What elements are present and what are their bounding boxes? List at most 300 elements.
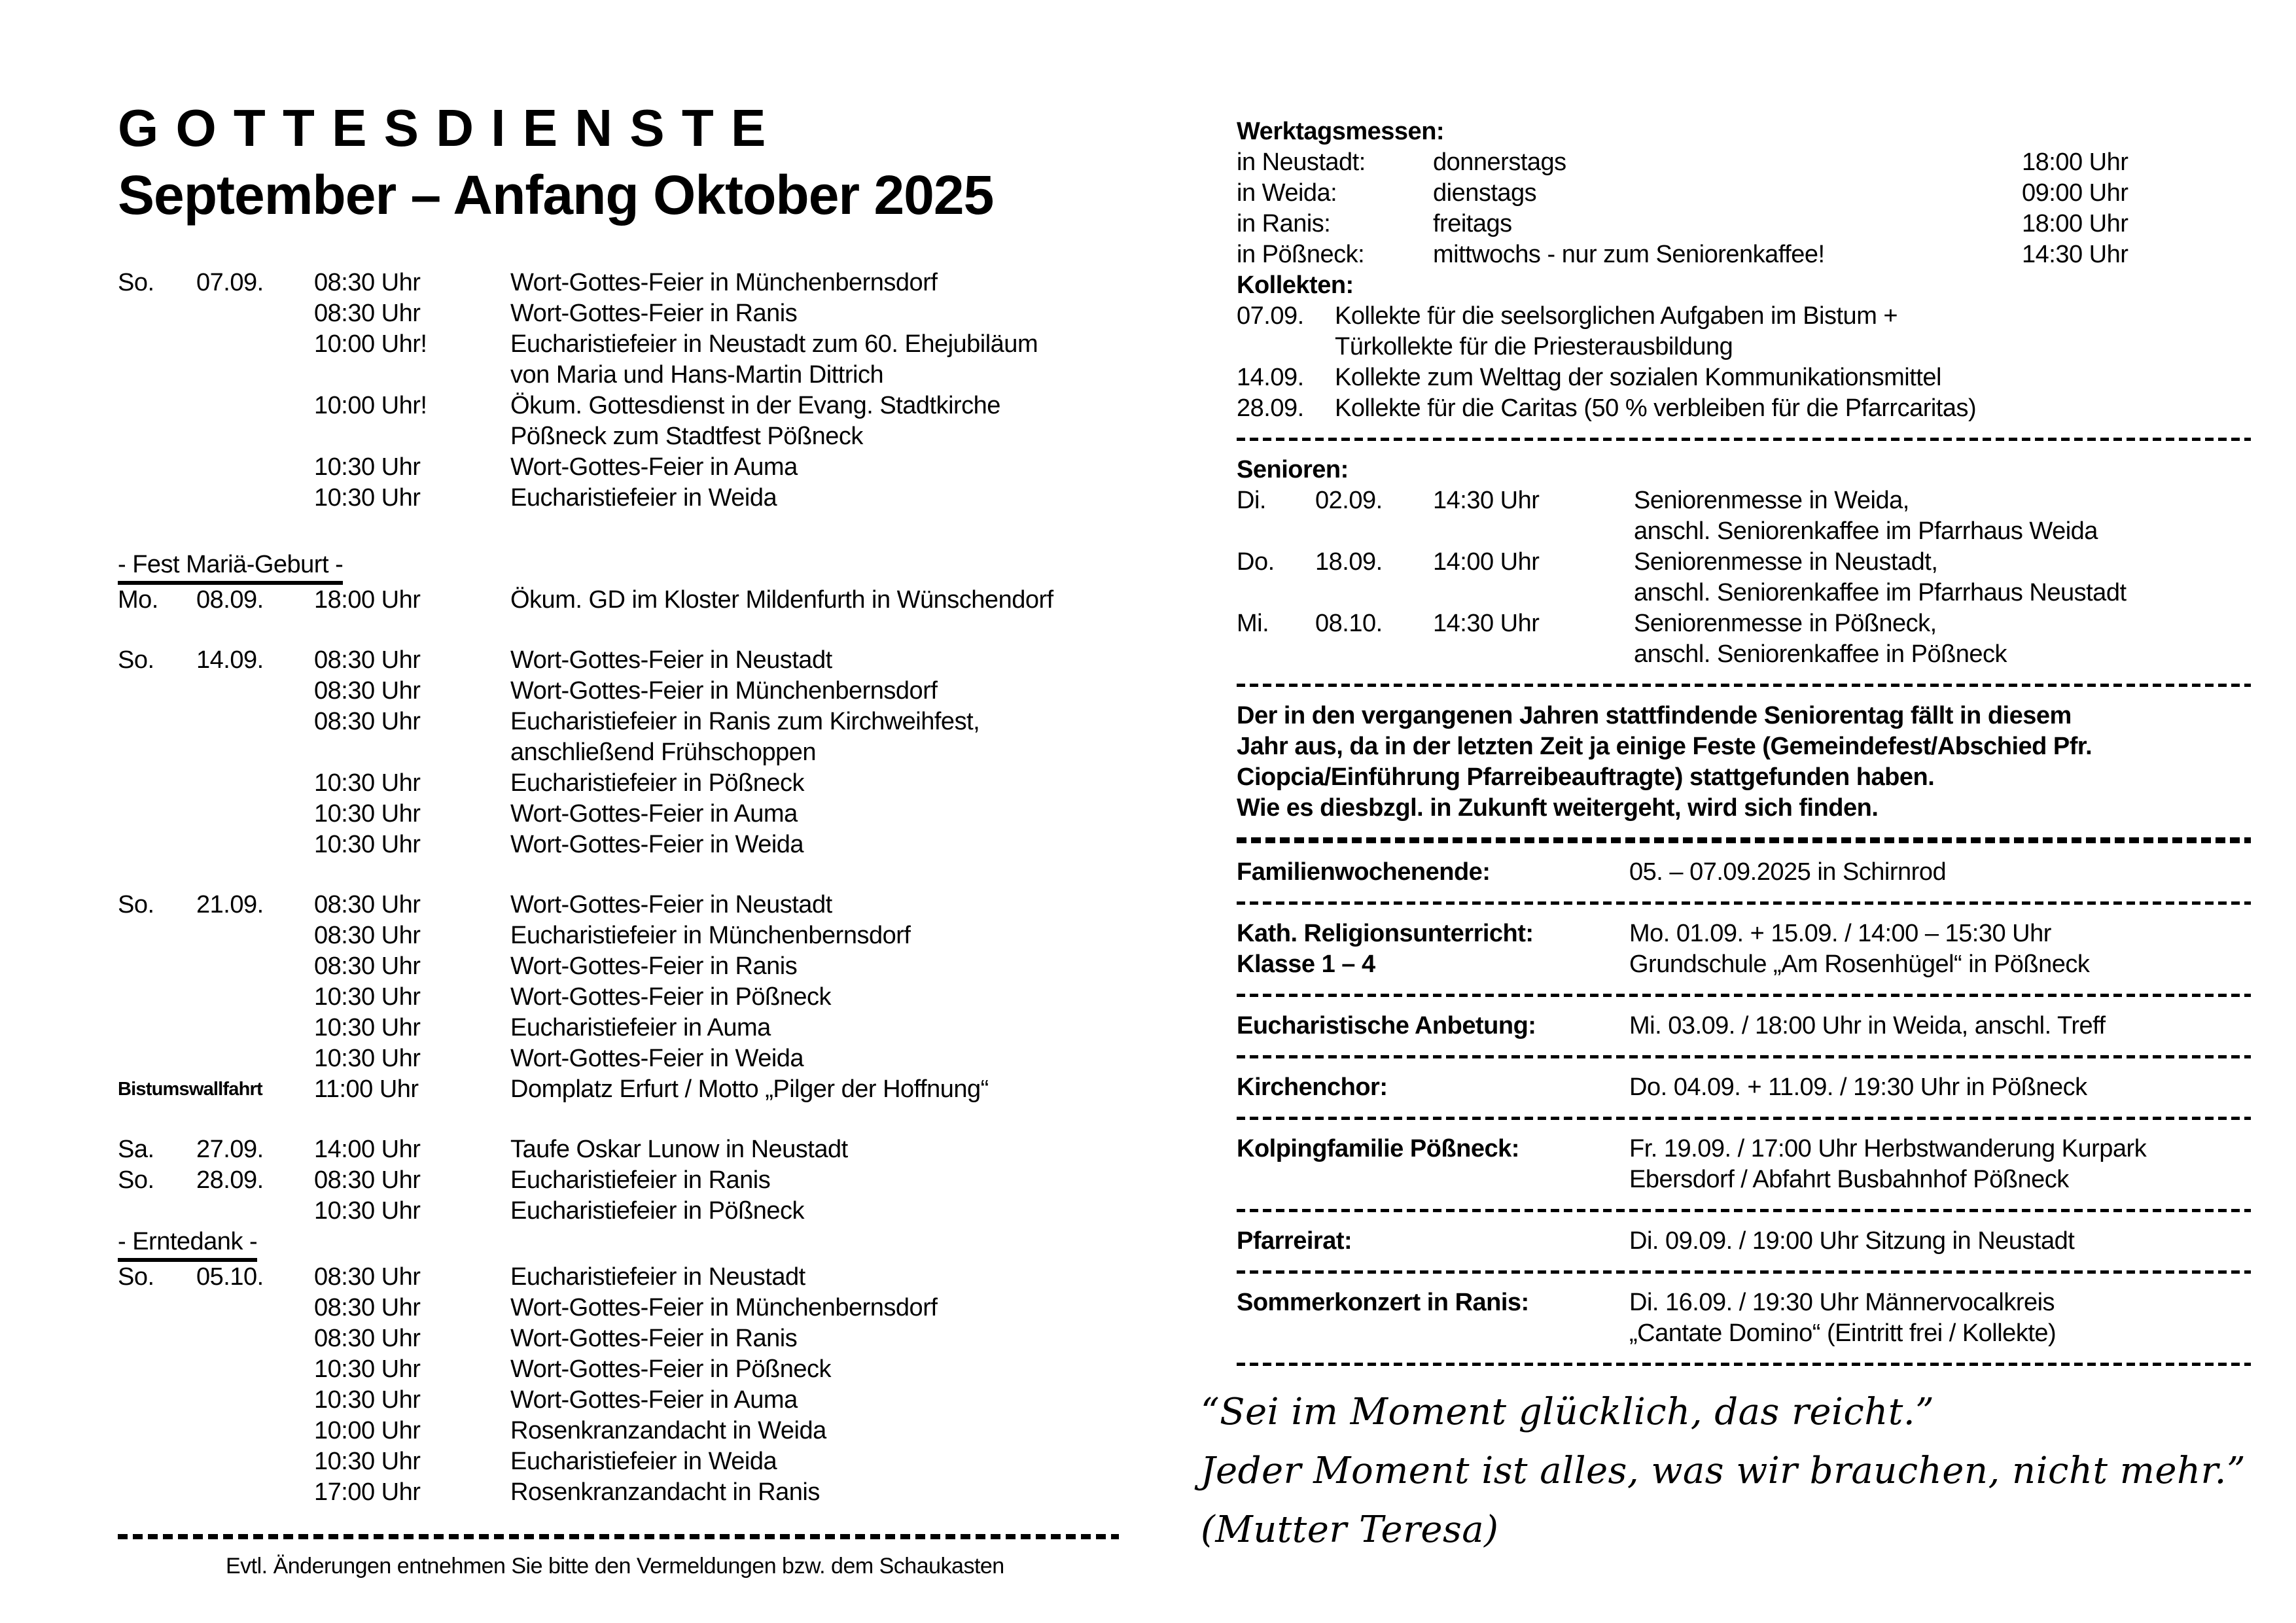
date-cell [196, 676, 314, 707]
time-cell: 08:30 Uhr [314, 952, 421, 980]
time-cell: 18:00 Uhr [2022, 210, 2128, 237]
date-cell [196, 1477, 314, 1508]
separator [1237, 1117, 2251, 1120]
schedule-row [118, 1013, 1125, 1043]
schedule-group [118, 1165, 1125, 1227]
day-cell: Di. [1237, 487, 1266, 514]
time-cell: 09:00 Uhr [2022, 179, 2128, 207]
desc-cell: Eucharistiefeier in Pößneck [510, 769, 805, 797]
schedule-row [118, 1043, 1125, 1074]
schedule-row [118, 707, 1125, 737]
time-cell: 08:30 Uhr [314, 890, 421, 918]
right-column [1201, 116, 2251, 1560]
desc-cell: Rosenkranzandacht in Ranis [510, 1478, 820, 1506]
desc-cell: von Maria und Hans-Martin Dittrich [510, 360, 884, 389]
time-cell: 10:30 Uhr [314, 1447, 421, 1475]
info-label-line: Familienwochenende: [1237, 858, 1491, 886]
info-value [1629, 1226, 2251, 1257]
kollekten-heading: Kollekten: [1237, 271, 1354, 299]
senioren-list [1237, 485, 2251, 670]
info-value-line: Grundschule „Am Rosenhügel“ in Pößneck [1629, 951, 2090, 978]
day-cell [118, 737, 196, 768]
separator [1237, 1055, 2251, 1058]
info-row [1237, 918, 2251, 980]
date-cell [196, 799, 314, 829]
senioren-row [1237, 608, 2251, 670]
day-cell [118, 829, 196, 860]
schedule-group [118, 890, 1125, 1105]
day-cell [118, 1013, 196, 1043]
desc-cell: Wort-Gottes-Feier in Münchenbernsdorf [510, 676, 938, 705]
day-cell: So. [118, 890, 154, 918]
date-cell: 28.09. [196, 1166, 264, 1194]
desc-cell: Wort-Gottes-Feier in Ranis [510, 299, 798, 327]
day-cell: So. [118, 1263, 154, 1291]
senioren-heading: Senioren: [1237, 456, 1349, 483]
time-cell: 18:00 Uhr [314, 585, 421, 614]
info-value-line: Mo. 01.09. + 15.09. / 14:00 – 15:30 Uhr [1629, 920, 2051, 947]
kollekte-text [1335, 362, 2251, 393]
kollekte-line: Kollekte für die Caritas (50 % verbleiben für die Pfarrcaritas) [1335, 394, 1977, 422]
separator-bold [1237, 837, 2251, 843]
info-label-line: Kath. Religionsunterricht: [1237, 920, 1534, 947]
info-label-line: Klasse 1 – 4 [1237, 951, 1375, 978]
desc-cell: Taufe Oskar Lunow in Neustadt [510, 1135, 848, 1163]
schedule-row [118, 360, 1125, 391]
time-cell: 11:00 Uhr [314, 1075, 419, 1103]
info-label-line: Eucharistische Anbetung: [1237, 1012, 1536, 1039]
desc-cell: Eucharistiefeier in Weida [510, 483, 777, 512]
day-cell [118, 1043, 196, 1074]
senioren-row [1237, 547, 2251, 608]
info-value-line: Di. 09.09. / 19:00 Uhr Sitzung in Neustadt [1629, 1227, 2075, 1255]
info-row [1237, 857, 2251, 888]
schedule-row [118, 951, 1125, 982]
schedule-row [118, 329, 1125, 360]
info-value [1629, 1134, 2251, 1195]
time-cell: 10:30 Uhr [314, 1355, 421, 1383]
section-heading-text: - Erntedank - [118, 1227, 257, 1262]
time-cell: 14:30 Uhr [1433, 487, 1540, 514]
info-label [1237, 918, 1629, 980]
date-cell: 07.09. [1237, 302, 1304, 330]
info-value [1629, 1072, 2251, 1103]
left-column-separator [118, 1534, 1119, 1539]
schedule-row [118, 920, 1125, 951]
day-cell [118, 391, 196, 421]
time-cell: 14:30 Uhr [1433, 610, 1540, 637]
time-cell: 08:30 Uhr [314, 268, 421, 296]
schedule-row [118, 982, 1125, 1013]
day-cell [118, 360, 196, 391]
time-cell: 10:30 Uhr [314, 769, 421, 797]
desc-cell: Pößneck zum Stadtfest Pößneck [510, 422, 863, 450]
info-row [1237, 1072, 2251, 1103]
time-cell [314, 737, 510, 768]
date-cell [196, 1013, 314, 1043]
desc-cell: Eucharistiefeier in Weida [510, 1447, 777, 1475]
schedule-row [118, 799, 1125, 829]
date-cell: 02.09. [1315, 487, 1383, 514]
info-value-line: Fr. 19.09. / 17:00 Uhr Herbstwanderung Kurpark [1629, 1135, 2147, 1162]
date-cell: 28.09. [1237, 394, 1304, 422]
date-cell: 07.09. [196, 268, 264, 296]
desc-cell: Domplatz Erfurt / Motto „Pilger der Hoffnung“ [510, 1075, 989, 1103]
time-cell: 10:30 Uhr [314, 983, 421, 1011]
desc-cell: Wort-Gottes-Feier in Münchenbernsdorf [510, 1293, 938, 1321]
schedule-row [118, 298, 1125, 329]
date-cell: 21.09. [196, 890, 264, 918]
werktagsmesse-row [1237, 239, 2251, 270]
day-cell [118, 298, 196, 329]
schedule-row [118, 1354, 1125, 1385]
time-cell: 08:30 Uhr [314, 1293, 421, 1321]
info-label-line: Kolpingfamilie Pößneck: [1237, 1135, 1519, 1162]
quote-line: Jeder Moment ist alles, was wir brauchen, nicht mehr.” [1201, 1450, 2246, 1492]
separator [1237, 684, 2251, 687]
info-row [1237, 1287, 2251, 1349]
schedule-group [118, 645, 1125, 860]
weekday-cell: mittwochs - nur zum Seniorenkaffee! [1433, 241, 1825, 268]
notice-line: Jahr aus, da in der letzten Zeit ja einige Feste (Gemeindefest/Abschied Pfr. [1237, 733, 2093, 760]
date-cell [196, 1385, 314, 1416]
day-cell [118, 421, 196, 452]
date-cell: 14.09. [196, 646, 264, 674]
schedule-group [118, 1134, 1125, 1165]
senioren-line: anschl. Seniorenkaffee im Pfarrhaus Weida [1634, 517, 2098, 545]
info-value-line: „Cantate Domino“ (Eintritt frei / Kollekte) [1629, 1319, 2057, 1347]
date-cell: 08.10. [1315, 610, 1383, 637]
info-label [1237, 1287, 1629, 1349]
date-cell [196, 1416, 314, 1446]
schedule-row [118, 737, 1125, 768]
werktagsmesse-row [1237, 209, 2251, 239]
separator [1237, 1363, 2251, 1366]
schedule-row [118, 890, 1125, 920]
page-subtitle: September – Anfang Oktober 2025 [118, 164, 994, 226]
section-heading-text: - Fest Mariä-Geburt - [118, 550, 343, 585]
notice-line: Der in den vergangenen Jahren stattfindende Seniorentag fällt in diesem [1237, 702, 2072, 729]
time-cell: 10:00 Uhr [314, 1416, 421, 1444]
weekday-cell: freitags [1433, 210, 1512, 237]
info-label-line: Pfarreirat: [1237, 1227, 1352, 1255]
day-cell: Do. [1237, 548, 1275, 576]
time-cell: 08:30 Uhr [314, 646, 421, 674]
time-cell: 10:30 Uhr [314, 799, 421, 828]
quote-line: “Sei im Moment glücklich, das reicht.” [1201, 1391, 1935, 1433]
desc-cell: Wort-Gottes-Feier in Ranis [510, 1324, 798, 1352]
date-cell [196, 1043, 314, 1074]
date-cell [196, 920, 314, 951]
senioren-text [1634, 608, 2251, 670]
kollekte-text [1335, 301, 2251, 362]
date-cell [196, 1354, 314, 1385]
time-cell: 10:00 Uhr! [314, 330, 427, 358]
werktagsmesse-row [1237, 178, 2251, 209]
schedule-row [118, 1446, 1125, 1477]
day-cell [118, 1446, 196, 1477]
date-cell [196, 768, 314, 799]
date-cell [196, 982, 314, 1013]
day-cell [118, 982, 196, 1013]
info-value-line: Ebersdorf / Abfahrt Busbahnhof Pößneck [1629, 1166, 2069, 1193]
schedule-row [118, 1323, 1125, 1354]
day-cell [118, 1416, 196, 1446]
date-cell [196, 483, 314, 514]
place-cell: in Weida: [1237, 179, 1337, 207]
werktagsmessen-heading: Werktagsmessen: [1237, 118, 1445, 145]
info-row [1237, 1134, 2251, 1195]
info-value [1629, 918, 2251, 980]
date-cell [196, 1196, 314, 1227]
day-cell [118, 329, 196, 360]
time-cell: 17:00 Uhr [314, 1478, 421, 1506]
day-cell [118, 483, 196, 514]
schedule-row [118, 483, 1125, 514]
desc-cell: Wort-Gottes-Feier in Weida [510, 830, 804, 858]
date-cell [196, 1446, 314, 1477]
desc-cell: Wort-Gottes-Feier in Auma [510, 1386, 798, 1414]
day-cell [118, 920, 196, 951]
footer-note: Evtl. Änderungen entnehmen Sie bitte den Vermeldungen bzw. dem Schaukasten [226, 1553, 1004, 1579]
werktagsmesse-row [1237, 147, 2251, 178]
schedule-row [118, 1385, 1125, 1416]
service-schedule [118, 268, 1125, 1508]
desc-cell: Eucharistiefeier in Pößneck [510, 1196, 805, 1225]
time-cell [314, 360, 510, 391]
separator [1237, 901, 2251, 905]
separator [1237, 1270, 2251, 1274]
date-cell [196, 707, 314, 737]
section-heading [118, 550, 1125, 585]
schedule-row [118, 768, 1125, 799]
date-cell [196, 829, 314, 860]
schedule-row [118, 1416, 1125, 1446]
time-cell: 08:30 Uhr [314, 676, 421, 705]
schedule-row [118, 645, 1125, 676]
seniorentag-notice [1237, 701, 2251, 824]
date-cell: 27.09. [196, 1135, 264, 1163]
info-row [1237, 1226, 2251, 1257]
place-cell: in Pößneck: [1237, 241, 1365, 268]
day-cell [118, 707, 196, 737]
info-value-line: Do. 04.09. + 11.09. / 19:30 Uhr in Pößneck [1629, 1073, 2087, 1101]
desc-cell: Wort-Gottes-Feier in Pößneck [510, 1355, 832, 1383]
info-value [1629, 857, 2251, 888]
day-cell [118, 799, 196, 829]
time-cell: 08:30 Uhr [314, 299, 421, 327]
desc-cell: Wort-Gottes-Feier in Pößneck [510, 983, 832, 1011]
desc-cell: Wort-Gottes-Feier in Auma [510, 453, 798, 481]
day-cell: So. [118, 646, 154, 674]
notice-line: Wie es diesbzgl. in Zukunft weitergeht, wird sich finden. [1237, 794, 1879, 822]
werktagsmessen-list [1237, 147, 2251, 270]
schedule-row [118, 1165, 1125, 1196]
day-cell [118, 951, 196, 982]
separator [1237, 438, 2251, 441]
date-cell: 14.09. [1237, 364, 1304, 391]
day-cell [118, 1196, 196, 1227]
separator [1237, 1209, 2251, 1212]
date-cell [196, 951, 314, 982]
senioren-text [1634, 547, 2251, 608]
senioren-line: Seniorenmesse in Weida, [1634, 487, 1909, 514]
time-cell: 14:00 Uhr [1433, 548, 1540, 576]
senioren-line: Seniorenmesse in Neustadt, [1634, 548, 1938, 576]
schedule-group [118, 268, 1125, 514]
separator [1237, 994, 2251, 997]
desc-cell: Eucharistiefeier in Münchenbernsdorf [510, 921, 911, 949]
event-label: Bistumswallfahrt [118, 1078, 262, 1100]
date-cell [196, 421, 314, 452]
schedule-row [118, 268, 1125, 298]
desc-cell: Eucharistiefeier in Ranis [510, 1166, 771, 1194]
schedule-row [118, 1293, 1125, 1323]
desc-cell: Eucharistiefeier in Auma [510, 1013, 771, 1041]
date-cell: 18.09. [1315, 548, 1383, 576]
day-cell [118, 1293, 196, 1323]
schedule-row [118, 421, 1125, 452]
schedule-row [118, 452, 1125, 483]
time-cell: 10:30 Uhr [314, 1013, 421, 1041]
kollekte-line: Kollekte zum Welttag der sozialen Kommunikationsmittel [1335, 364, 1941, 391]
day-cell: So. [118, 268, 154, 296]
time-cell: 10:30 Uhr [314, 483, 421, 512]
weekday-cell: dienstags [1433, 179, 1537, 207]
desc-cell: Wort-Gottes-Feier in Ranis [510, 952, 798, 980]
time-cell: 08:30 Uhr [314, 1166, 421, 1194]
schedule-row [118, 1074, 1125, 1105]
time-cell: 10:30 Uhr [314, 453, 421, 481]
time-cell: 10:30 Uhr [314, 1196, 421, 1225]
desc-cell: Wort-Gottes-Feier in Münchenbernsdorf [510, 268, 938, 296]
schedule-row [118, 585, 1125, 616]
day-cell [118, 676, 196, 707]
senioren-line: anschl. Seniorenkaffee im Pfarrhaus Neustadt [1634, 579, 2127, 606]
time-cell: 10:30 Uhr [314, 1386, 421, 1414]
schedule-row [118, 1134, 1125, 1165]
senioren-text [1634, 485, 2251, 547]
time-cell: 08:30 Uhr [314, 921, 421, 949]
info-label [1237, 1072, 1629, 1103]
desc-cell: Wort-Gottes-Feier in Weida [510, 1044, 804, 1072]
desc-cell: Wort-Gottes-Feier in Auma [510, 799, 798, 828]
time-cell: 14:30 Uhr [2022, 241, 2128, 268]
schedule-row [118, 1477, 1125, 1508]
desc-cell: Eucharistiefeier in Ranis zum Kirchweihfest, [510, 707, 980, 735]
senioren-line: Seniorenmesse in Pößneck, [1634, 610, 1937, 637]
day-cell [118, 1354, 196, 1385]
info-row [1237, 1011, 2251, 1041]
info-label [1237, 1226, 1629, 1257]
info-label [1237, 857, 1629, 888]
schedule-group [118, 585, 1125, 616]
date-cell [196, 391, 314, 421]
day-cell: Mo. [118, 585, 158, 614]
kollekten-list [1237, 301, 2251, 424]
info-value [1629, 1011, 2251, 1041]
desc-cell: Eucharistiefeier in Neustadt zum 60. Ehejubiläum [510, 330, 1038, 358]
info-value-line: Mi. 03.09. / 18:00 Uhr in Weida, anschl. Treff [1629, 1012, 2106, 1039]
info-label-line: Kirchenchor: [1237, 1073, 1388, 1101]
day-cell [118, 1385, 196, 1416]
time-cell: 18:00 Uhr [2022, 148, 2128, 176]
time-cell: 10:30 Uhr [314, 830, 421, 858]
date-cell: 08.09. [196, 585, 264, 614]
info-value-line: Di. 16.09. / 19:30 Uhr Männervocalkreis [1629, 1289, 2055, 1316]
time-cell: 08:30 Uhr [314, 1324, 421, 1352]
day-cell: Mi. [1237, 610, 1269, 637]
desc-cell: Wort-Gottes-Feier in Neustadt [510, 646, 832, 674]
info-value [1629, 1287, 2251, 1349]
kollekte-row [1237, 393, 2251, 424]
day-cell [118, 1323, 196, 1354]
place-cell: in Neustadt: [1237, 148, 1366, 176]
info-value-line: 05. – 07.09.2025 in Schirnrod [1629, 858, 1947, 886]
time-cell: 08:30 Uhr [314, 707, 421, 735]
day-cell [118, 452, 196, 483]
desc-cell: Rosenkranzandacht in Weida [510, 1416, 826, 1444]
info-label [1237, 1134, 1629, 1195]
desc-cell: Ökum. Gottesdienst in der Evang. Stadtkirche [510, 391, 1000, 419]
kollekte-text [1335, 393, 2251, 424]
day-cell: Sa. [118, 1135, 154, 1163]
time-cell [314, 421, 510, 452]
schedule-row [118, 829, 1125, 860]
date-cell [196, 298, 314, 329]
day-cell [118, 768, 196, 799]
kollekte-line: Türkollekte für die Priesterausbildung [1335, 333, 1733, 360]
notice-line: Ciopcia/Einführung Pfarreibeauftragte) stattgefunden haben. [1237, 763, 1935, 791]
schedule-group [118, 1262, 1125, 1508]
page-title: G O T T E S D I E N S T E [118, 99, 768, 157]
schedule-row [118, 676, 1125, 707]
time-cell: 14:00 Uhr [314, 1135, 421, 1163]
date-cell [196, 1323, 314, 1354]
senioren-row [1237, 485, 2251, 547]
day-cell: So. [118, 1166, 154, 1194]
weekday-cell: donnerstags [1433, 148, 1566, 176]
place-cell: in Ranis: [1237, 210, 1331, 237]
schedule-row [118, 1262, 1125, 1293]
date-cell: 05.10. [196, 1263, 264, 1291]
quote-block [1201, 1383, 2251, 1560]
desc-cell: Wort-Gottes-Feier in Neustadt [510, 890, 832, 918]
left-column [118, 98, 1125, 1579]
kollekte-row [1237, 362, 2251, 393]
quote-line: (Mutter Teresa) [1201, 1509, 1499, 1551]
kollekte-row [1237, 301, 2251, 362]
date-cell [196, 737, 314, 768]
desc-cell: anschließend Frühschoppen [510, 738, 817, 766]
schedule-row [118, 1196, 1125, 1227]
kollekte-line: Kollekte für die seelsorglichen Aufgaben im Bistum + [1335, 302, 1898, 330]
schedule-row [118, 391, 1125, 421]
info-label-line: Sommerkonzert in Ranis: [1237, 1289, 1529, 1316]
day-cell [118, 1477, 196, 1508]
time-cell: 08:30 Uhr [314, 1263, 421, 1291]
date-cell [196, 1293, 314, 1323]
date-cell [196, 360, 314, 391]
time-cell: 10:00 Uhr! [314, 391, 427, 419]
date-cell [196, 329, 314, 360]
info-sections [1237, 857, 2251, 1366]
desc-cell: Ökum. GD im Kloster Mildenfurth in Wünschendorf [510, 585, 1053, 614]
date-cell [196, 452, 314, 483]
section-heading [118, 1227, 1125, 1262]
senioren-line: anschl. Seniorenkaffee in Pößneck [1634, 640, 2007, 668]
info-label [1237, 1011, 1629, 1041]
